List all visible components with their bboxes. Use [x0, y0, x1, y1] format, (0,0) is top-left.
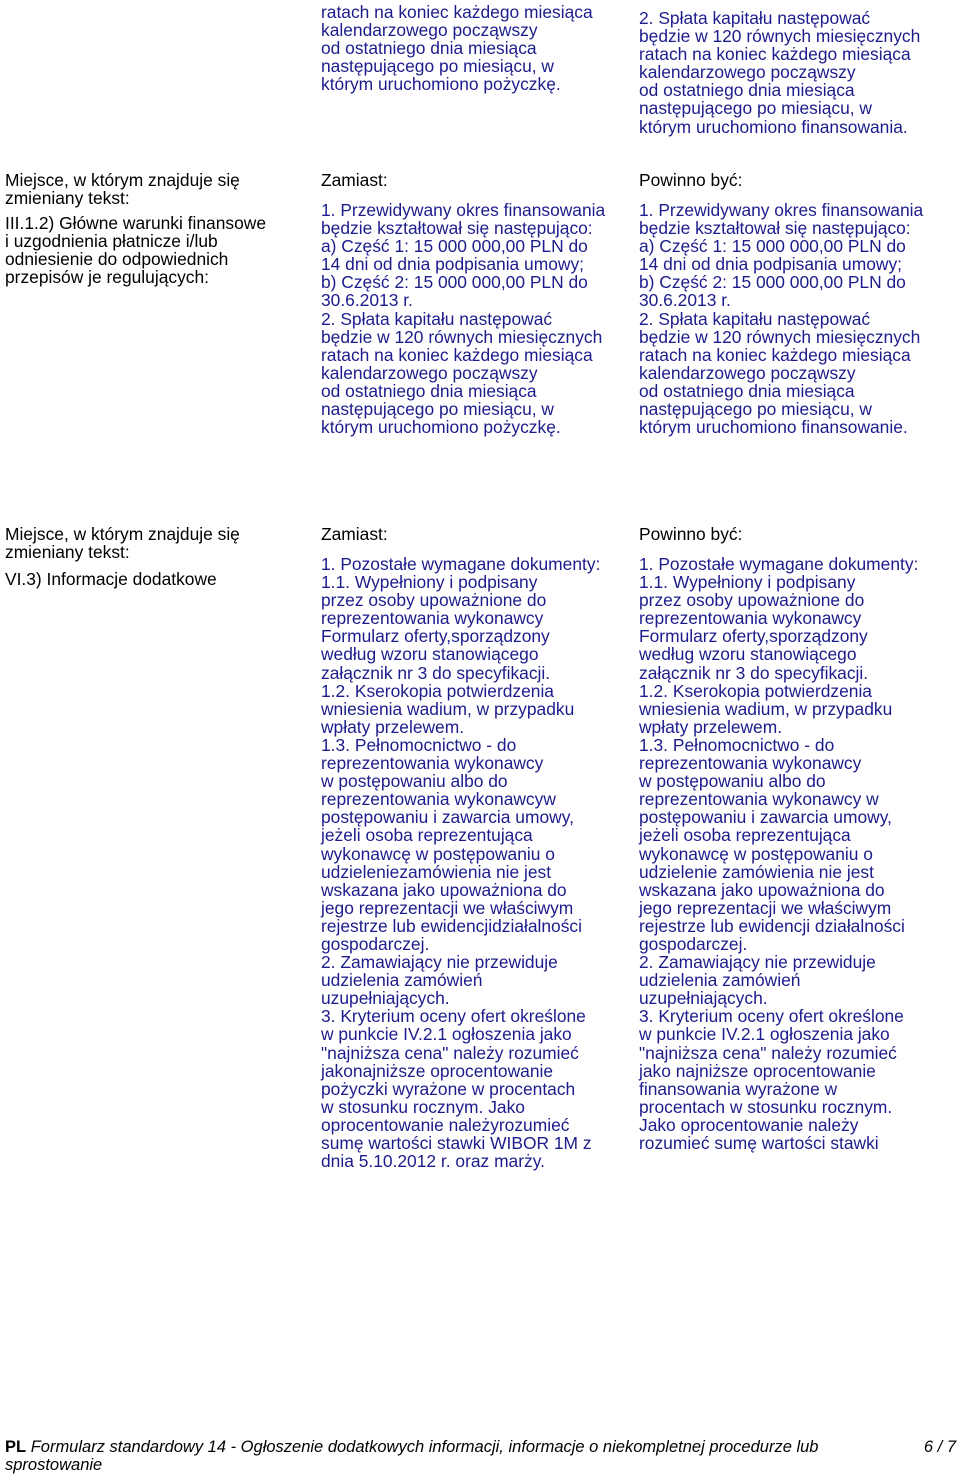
text-line: 3. Kryterium oceny ofert określone: [321, 1006, 586, 1027]
text-line: 1. Pozostałe wymagane dokumenty:: [321, 554, 601, 574]
text-line: 1.2. Kserokopia potwierdzenia: [321, 680, 554, 701]
text-line: będzie kształtował się następująco:: [639, 218, 911, 239]
text-line: 14 dni od dnia podpisania umowy;: [321, 254, 584, 275]
text-line: reprezentowania wykonawcy: [321, 608, 544, 629]
text-line: od ostatniego dnia miesiąca: [321, 38, 537, 59]
text-line: rejestrze lub ewidencji działalności: [639, 915, 905, 936]
text-line: jego reprezentacji we właściwym: [321, 897, 574, 918]
text-line: w punkcie IV.2.1 ogłoszenia jako: [639, 1024, 890, 1045]
text-line: według wzoru stanowiącego: [321, 644, 539, 665]
text-line: 1.2. Kserokopia potwierdzenia: [639, 680, 872, 701]
text-line: ratach na koniec każdego miesiąca: [639, 44, 911, 65]
text-line: wniesienia wadium, w przypadku: [321, 698, 575, 719]
text-line: Formularz oferty,sporządzony: [321, 626, 550, 647]
text-line: rozumieć sumę wartości stawki: [639, 1133, 879, 1153]
text-line: będzie w 120 równych miesięcznych: [321, 326, 603, 347]
footer-title-cont: sprostowanie: [5, 1456, 103, 1474]
section1-instead-text: [321, 201, 605, 436]
section2-instead-text: [321, 555, 600, 1170]
text-line: 1. Pozostałe wymagane dokumenty:: [639, 554, 919, 574]
text-line: postępowaniu i zawarcia umowy,: [639, 807, 892, 828]
text-line: 14 dni od dnia podpisania umowy;: [639, 254, 902, 275]
text-line: 1.3. Pełnomocnictwo - do: [639, 734, 835, 755]
text-line: sumę wartości stawki WIBOR 1M z: [321, 1133, 592, 1153]
text-line: w punkcie IV.2.1 ogłoszenia jako: [321, 1024, 572, 1045]
text-line: w postępowaniu albo do: [639, 771, 826, 792]
text-line: wniesienia wadium, w przypadku: [639, 698, 893, 719]
text-line: jeżeli osoba reprezentująca: [639, 825, 851, 846]
text-line: uzupełniających.: [639, 988, 768, 1009]
text-line: b) Część 2: 15 000 000,00 PLN do: [321, 272, 588, 293]
text-line: kalendarzowego począwszy: [639, 62, 856, 83]
text-line: kalendarzowego począwszy: [321, 20, 538, 41]
text-line: jako najniższe oprocentowanie: [639, 1060, 876, 1081]
text-line: Jako oprocentowanie należy: [639, 1114, 859, 1135]
text-line: "najniższa cena" należy rozumieć: [639, 1042, 897, 1063]
text-line: reprezentowania wykonawcy: [639, 753, 862, 774]
text-line: udzieleniezamówienia nie jest: [321, 861, 552, 882]
text-line: załącznik nr 3 do specyfikacji.: [321, 662, 551, 683]
section2-place-value: VI.3) Informacje dodatkowe: [5, 569, 217, 589]
text-line: przez osoby upoważnione do: [639, 590, 865, 611]
section2-should-label: Powinno być:: [639, 524, 743, 544]
text-line: a) Część 1: 15 000 000,00 PLN do: [639, 236, 906, 257]
section1-place-value: III.1.2) Główne warunki finansowe i uzgodnienia płatnicze i/lub odniesienie do odpowiednich przepisów je regulujących:: [5, 213, 266, 288]
text-line: uzupełniających.: [321, 988, 450, 1009]
footer-title: Formularz standardowy 14 - Ogłoszenie dodatkowych informacji, informacje o niekompletnej procedurze lub: [30, 1438, 819, 1456]
text-line: wpłaty przelewem.: [321, 716, 465, 737]
text-line: 2. Spłata kapitału następować: [639, 308, 871, 329]
footer-page-number: 6 / 7: [923, 1438, 956, 1456]
text-line: 30.6.2013 r.: [321, 290, 413, 311]
text-line: 2. Spłata kapitału następować: [639, 8, 871, 28]
text-line: reprezentowania wykonawcy: [321, 753, 544, 774]
text-line: kalendarzowego począwszy: [639, 362, 856, 383]
text-line: będzie w 120 równych miesięcznych: [639, 326, 921, 347]
text-line: jego reprezentacji we właściwym: [639, 897, 892, 918]
text-line: ratach na koniec każdego miesiąca: [321, 2, 593, 22]
text-line: 3. Kryterium oceny ofert określone: [639, 1006, 904, 1027]
text-line: 2. Zamawiający nie przewiduje: [639, 952, 876, 973]
text-line: którym uruchomiono finansowanie.: [639, 417, 908, 438]
text-line: od ostatniego dnia miesiąca: [321, 380, 537, 401]
text-line: jeżeli osoba reprezentująca: [321, 825, 533, 846]
text-line: następującego po miesiącu, w: [321, 56, 554, 77]
text-line: 30.6.2013 r.: [639, 290, 731, 311]
text-line: rejestrze lub ewidencjidziałalności: [321, 915, 582, 936]
text-line: b) Część 2: 15 000 000,00 PLN do: [639, 272, 906, 293]
text-line: następującego po miesiącu, w: [321, 399, 554, 420]
section2-instead-label: Zamiast:: [321, 524, 388, 544]
text-line: a) Część 1: 15 000 000,00 PLN do: [321, 236, 588, 257]
text-line: ratach na koniec każdego miesiąca: [321, 344, 593, 365]
text-line: załącznik nr 3 do specyfikacji.: [639, 662, 869, 683]
text-line: którym uruchomiono pożyczkę.: [321, 417, 561, 438]
text-line: gospodarczej.: [321, 933, 430, 954]
text-line: Formularz oferty,sporządzony: [639, 626, 868, 647]
text-line: 1. Przewidywany okres finansowania: [321, 200, 606, 220]
text-line: udzielenia zamówień: [639, 970, 801, 991]
text-line: 2. Spłata kapitału następować: [321, 308, 553, 329]
section1-should-label: Powinno być:: [639, 170, 743, 190]
text-line: 1.3. Pełnomocnictwo - do: [321, 734, 517, 755]
text-line: w stosunku rocznym. Jako: [321, 1096, 525, 1117]
text-line: wykonawcę w postępowaniu o: [321, 843, 555, 864]
section1-place-label: Miejsce, w którym znajduje się zmieniany tekst:: [5, 170, 240, 209]
text-line: finansowania wyrażone w: [639, 1078, 838, 1099]
text-line: udzielenie zamówienia nie jest: [639, 861, 874, 882]
section1-should-text: [639, 201, 923, 436]
text-line: 1.1. Wypełniony i podpisany: [639, 572, 856, 593]
text-line: wykonawcę w postępowaniu o: [639, 843, 873, 864]
text-line: reprezentowania wykonawcyw: [321, 789, 556, 810]
text-line: gospodarczej.: [639, 933, 748, 954]
section2-place-label: Miejsce, w którym znajduje się zmieniany tekst:: [5, 524, 240, 563]
section1-instead-label: Zamiast:: [321, 170, 388, 190]
text-line: ratach na koniec każdego miesiąca: [639, 344, 911, 365]
text-line: pożyczki wyrażone w procentach: [321, 1078, 576, 1099]
text-line: reprezentowania wykonawcy w: [639, 789, 879, 810]
top-should-text: [639, 9, 920, 136]
text-line: którym uruchomiono finansowania.: [639, 116, 908, 137]
section2-should-text: [639, 555, 918, 1152]
text-line: według wzoru stanowiącego: [639, 644, 857, 665]
text-line: wskazana jako upoważniona do: [321, 879, 567, 900]
text-line: 2. Zamawiający nie przewiduje: [321, 952, 558, 973]
text-line: od ostatniego dnia miesiąca: [639, 80, 855, 101]
text-line: którym uruchomiono pożyczkę.: [321, 74, 561, 95]
text-line: jakonajniższe oprocentowanie: [321, 1060, 554, 1081]
page-footer: [5, 1438, 960, 1474]
text-line: będzie kształtował się następująco:: [321, 218, 593, 239]
text-line: udzielenia zamówień: [321, 970, 483, 991]
text-line: przez osoby upoważnione do: [321, 590, 547, 611]
text-line: będzie w 120 równych miesięcznych: [639, 26, 921, 47]
text-line: w postępowaniu albo do: [321, 771, 508, 792]
text-line: postępowaniu i zawarcia umowy,: [321, 807, 574, 828]
text-line: reprezentowania wykonawcy: [639, 608, 862, 629]
text-line: procentach w stosunku rocznym.: [639, 1096, 893, 1117]
text-line: 1. Przewidywany okres finansowania: [639, 200, 924, 220]
text-line: oprocentowanie należyrozumieć: [321, 1114, 570, 1135]
text-line: wskazana jako upoważniona do: [639, 879, 885, 900]
top-instead-text: [321, 3, 593, 93]
text-line: następującego po miesiącu, w: [639, 98, 872, 119]
text-line: dnia 5.10.2012 r. oraz marży.: [321, 1151, 545, 1172]
text-line: 1.1. Wypełniony i podpisany: [321, 572, 538, 593]
text-line: od ostatniego dnia miesiąca: [639, 380, 855, 401]
text-line: kalendarzowego począwszy: [321, 362, 538, 383]
footer-lang: PL: [5, 1438, 27, 1456]
text-line: następującego po miesiącu, w: [639, 399, 872, 420]
text-line: wpłaty przelewem.: [639, 716, 783, 737]
text-line: "najniższa cena" należy rozumieć: [321, 1042, 579, 1063]
